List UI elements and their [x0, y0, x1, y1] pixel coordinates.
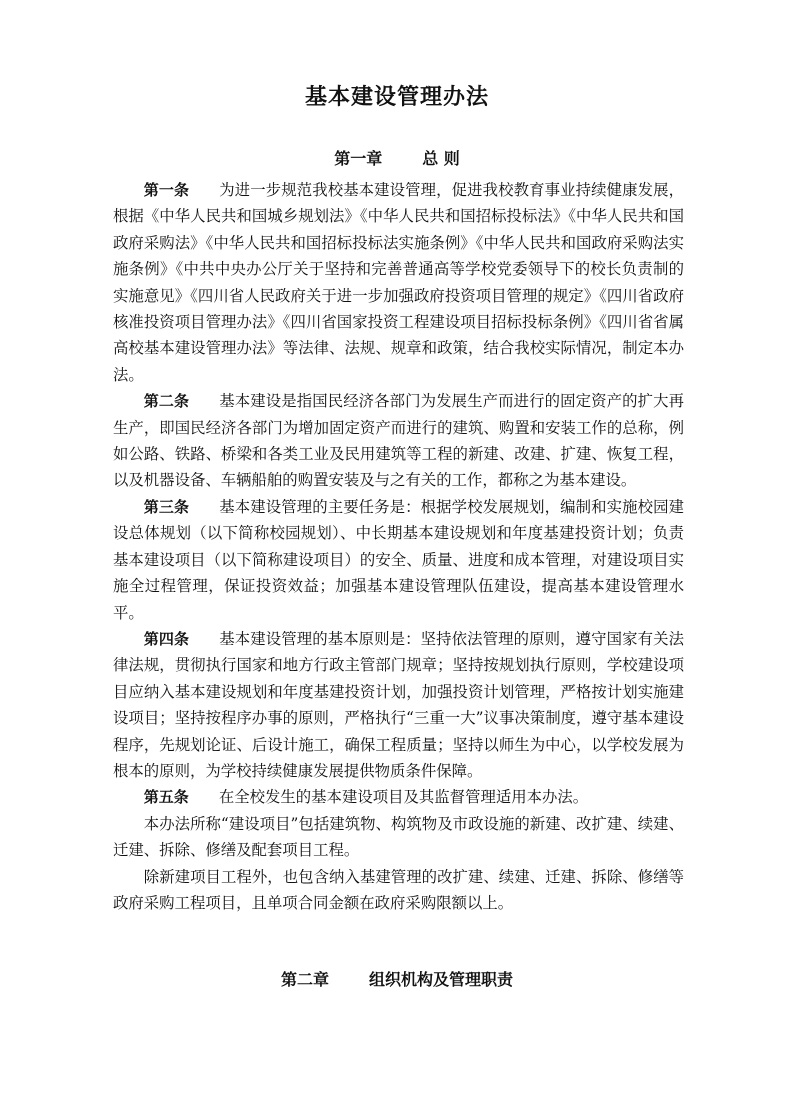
article-label: 第五条	[143, 788, 189, 807]
chapter-heading-1	[0, 148, 794, 170]
body-paragraph: 本办法所称“建设项目”包括建筑物、构筑物及市政设施的新建、改扩建、续建、迁建、拆除、修缮及配套项目工程。	[113, 814, 684, 860]
chapter-heading-2	[0, 969, 794, 991]
article-label: 第三条	[143, 497, 190, 516]
article-label: 第四条	[143, 629, 190, 648]
chapter-number: 第一章	[334, 149, 383, 168]
article-paragraph	[113, 388, 684, 494]
document-title: 基本建设管理办法	[304, 84, 489, 110]
article-text: 基本建设是指国民经济各部门为发展生产而进行的固定资产的扩大再生产，即国民经济各部门为增加固定资产而进行的建筑、购置和安装工作的总称，例如公路、铁路、桥梁和各类工业及民用建筑等工程的新建、改建、扩建、恢复工程，以及机器设备、车辆船舶的购置安装及与之有关的工作，都称之为基本建设。	[113, 392, 684, 490]
article-text: 基本建设管理的基本原则是：坚持依法管理的原则，遵守国家有关法律法规，贯彻执行国家和地方行政主管部门规章；坚持按规划执行原则，学校建设项目应纳入基本建设规划和年度基建投资计划，加强投资计划管理，严格按计划实施建设项目；坚持按程序办事的原则，严格执行“三重一大”议事决策制度，遵守基本建设程序，先规划论证、后设计施工，确保工程质量；坚持以师生为中心，以学校发展为根本的原则，为学校持续健康发展提供物质条件保障。	[113, 629, 684, 780]
chapter-name: 组织机构及管理职责	[369, 970, 514, 989]
article-paragraph	[113, 177, 684, 388]
article-text: 为进一步规范我校基本建设管理，促进我校教育事业持续健康发展，根据《中华人民共和国城乡规划法》《中华人民共和国招标投标法》《中华人民共和国政府采购法》《中华人民共和国招标投标法实施条例》《中华人民共和国政府采购法实施条例》《中共中央办公厅关于坚持和完善普通高等学校党委领导下的校长负责制的实施意见》《四川省人民政府关于进一步加强政府投资项目管理的规定》《四川省政府核准投资项目管理办法》《四川省国家投资工程建设项目招标投标条例》《四川省省属高校基本建设管理办法》等法律、法规、规章和政策，结合我校实际情况，制定本办法。	[113, 181, 684, 384]
body-paragraph: 除新建项目工程外，也包含纳入基建管理的改扩建、续建、迁建、拆除、修缮等政府采购工程项目，且单项合同金额在政府采购限额以上。	[113, 867, 684, 912]
article-paragraph	[113, 626, 684, 784]
article-paragraph	[113, 494, 684, 626]
chapter-number: 第二章	[280, 970, 329, 989]
document-body	[113, 177, 684, 916]
article-label: 第一条	[143, 181, 190, 199]
article-paragraph	[113, 784, 684, 810]
chapter-name: 总 则	[422, 149, 460, 168]
article-label: 第二条	[143, 392, 190, 411]
article-text: 在全校发生的基本建设项目及其监督管理适用本办法。	[218, 788, 589, 807]
article-text: 基本建设管理的主要任务是：根据学校发展规划，编制和实施校园建设总体规划（以下简称校园规划）、中长期基本建设规划和年度基建投资计划；负责基本建设项目（以下简称建设项目）的安全、质量、进度和成本管理，对建设项目实施全过程管理，保证投资效益；加强基本建设管理队伍建设，提高基本建设管理水平。	[113, 497, 684, 622]
